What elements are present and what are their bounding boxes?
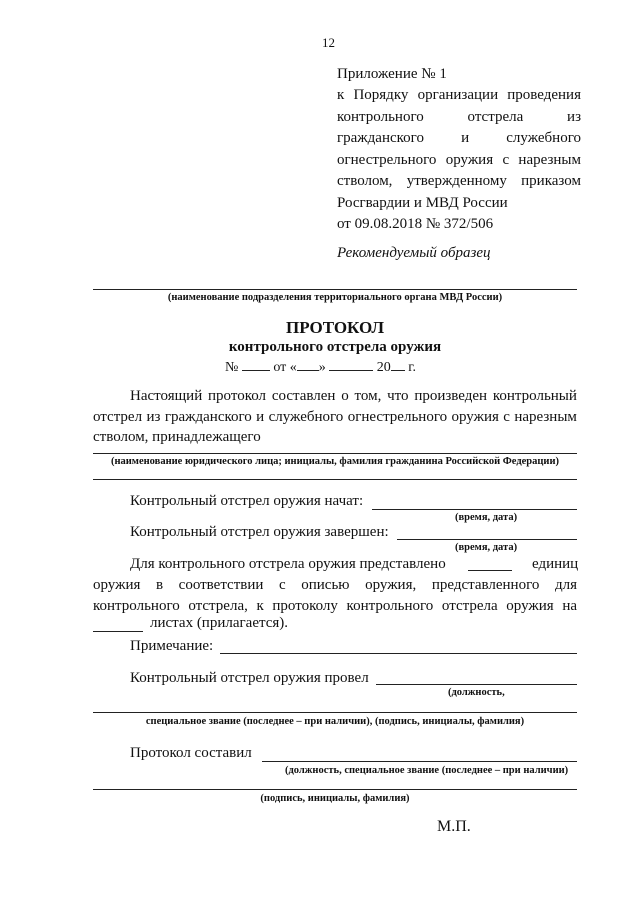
appendix-word: организации bbox=[417, 87, 499, 103]
appendix-line-2 bbox=[337, 107, 581, 129]
compiled-line bbox=[262, 761, 577, 762]
appendix-word: стволом, bbox=[337, 173, 393, 189]
presented-word: с bbox=[279, 577, 286, 593]
conducted-line-2 bbox=[93, 712, 577, 713]
protocol-subtitle: контрольного отстрела оружия bbox=[228, 339, 442, 355]
appendix-word: гражданского bbox=[337, 130, 424, 146]
appendix-word: приказом bbox=[521, 173, 581, 189]
presented-word: оружия bbox=[506, 597, 554, 614]
intro-word: огнестрельного bbox=[347, 408, 448, 425]
page-number: 12 bbox=[322, 35, 335, 50]
appendix-block bbox=[337, 64, 581, 236]
conducted-caption-2: специальное звание (последнее – при наличии), (подпись, инициалы, фамилия) bbox=[145, 716, 525, 727]
number-blank bbox=[242, 356, 270, 371]
compiled-label: Протокол составил bbox=[130, 745, 252, 761]
intro-word: что bbox=[387, 388, 409, 404]
intro-word: составлен bbox=[271, 388, 336, 404]
org-line bbox=[93, 289, 577, 290]
intro-line-3: стволом, принадлежащего bbox=[93, 429, 261, 445]
appendix-line-4 bbox=[337, 150, 581, 172]
appendix-word: Порядку bbox=[353, 87, 409, 103]
quote-close: » bbox=[318, 360, 326, 375]
appendix-line-3 bbox=[337, 128, 581, 150]
intro-word: с bbox=[503, 408, 510, 425]
appendix-word: проведения bbox=[507, 87, 581, 103]
presented-word: отстрела bbox=[441, 597, 498, 614]
owner-line bbox=[93, 453, 577, 454]
presented-word: отстрела, bbox=[188, 597, 248, 614]
year-blank bbox=[391, 356, 405, 371]
started-label: Контрольный отстрел оружия начат: bbox=[130, 493, 364, 509]
intro-word: контрольный bbox=[492, 388, 577, 404]
units-blank bbox=[468, 570, 512, 571]
presented-line-1-left: Для контрольного отстрела оружия представлено bbox=[130, 556, 446, 572]
presented-word: для bbox=[554, 577, 577, 593]
intro-word: служебного bbox=[268, 408, 344, 425]
appendix-word: утвержденному bbox=[406, 173, 507, 189]
intro-word: Настоящий bbox=[130, 388, 203, 404]
presented-word: соответствии bbox=[178, 577, 264, 593]
protocol-title: ПРОТОКОЛ bbox=[285, 318, 384, 337]
intro-word: протокол bbox=[208, 388, 267, 404]
appendix-line-1 bbox=[337, 85, 581, 107]
appendix-word: отстрела bbox=[467, 108, 524, 125]
appendix-word: к bbox=[337, 87, 345, 103]
protocol-number-line bbox=[225, 356, 416, 377]
started-caption: (время, дата) bbox=[455, 512, 518, 523]
year-suffix: г. bbox=[408, 360, 416, 375]
presented-word: оружия bbox=[93, 577, 141, 593]
intro-word: оружия bbox=[451, 408, 499, 425]
sheets-blank bbox=[93, 631, 143, 632]
presented-word: на bbox=[562, 597, 577, 614]
presented-word: контрольного bbox=[93, 597, 180, 614]
presented-word: к bbox=[256, 597, 264, 614]
intro-word: отстрел bbox=[93, 408, 143, 425]
presented-word: представленного bbox=[431, 577, 540, 593]
org-caption: (наименование подразделения территориального органа МВД России) bbox=[167, 292, 503, 303]
presented-word: контрольного bbox=[346, 597, 434, 614]
appendix-word: и bbox=[461, 130, 470, 146]
sample-label: Рекомендуемый образец bbox=[337, 245, 491, 261]
conducted-label: Контрольный отстрел оружия провел bbox=[130, 670, 369, 686]
compiled-caption-2: (подпись, инициалы, фамилия) bbox=[260, 793, 410, 804]
appendix-date: от 09.08.2018 № 372/506 bbox=[337, 216, 494, 232]
appendix-word: из bbox=[567, 108, 581, 125]
intro-word: из bbox=[146, 408, 161, 425]
note-label: Примечание: bbox=[130, 638, 214, 654]
intro-line-1 bbox=[93, 386, 577, 407]
finished-caption: (время, дата) bbox=[455, 542, 518, 553]
intro-word: произведен bbox=[414, 388, 488, 404]
appendix-word: оружия bbox=[445, 151, 494, 168]
presented-line-2 bbox=[93, 575, 577, 596]
appendix-word: с bbox=[502, 151, 510, 168]
finished-line bbox=[397, 539, 577, 540]
intro-word: и bbox=[256, 408, 265, 425]
appendix-title: Приложение № 1 bbox=[337, 66, 447, 82]
compiled-line-2 bbox=[93, 789, 577, 790]
year-label: 20 bbox=[376, 360, 391, 375]
appendix-word: огнестрельного bbox=[337, 151, 437, 168]
number-label: № bbox=[225, 360, 239, 375]
compiled-caption-1: (должность, специальное звание (последнее – при наличии) bbox=[285, 765, 569, 776]
month-blank bbox=[329, 356, 373, 371]
appendix-line-5 bbox=[337, 171, 581, 193]
appendix-lines bbox=[337, 85, 581, 193]
appendix-word: нарезным bbox=[518, 151, 581, 168]
presented-word: протоколу bbox=[272, 597, 338, 614]
presented-paragraph bbox=[93, 575, 577, 616]
presented-line-3 bbox=[93, 596, 577, 617]
owner-line-2 bbox=[93, 479, 577, 480]
presented-word: в bbox=[155, 577, 164, 593]
note-line bbox=[220, 653, 577, 654]
intro-paragraph bbox=[93, 386, 577, 448]
finished-label: Контрольный отстрел оружия завершен: bbox=[130, 524, 389, 540]
date-from-label: от « bbox=[273, 360, 297, 375]
intro-line-2 bbox=[93, 407, 577, 428]
presented-line-1-right: единиц bbox=[532, 556, 579, 572]
intro-word: том, bbox=[354, 388, 382, 404]
conducted-caption-1: (должность, bbox=[448, 687, 505, 698]
owner-caption: (наименование юридического лица; инициалы, фамилия гражданина Российской Федерации) bbox=[110, 456, 560, 467]
appendix-line-6: Росгвардии и МВД России bbox=[337, 194, 508, 211]
presented-word: описью bbox=[301, 577, 350, 593]
conducted-line bbox=[376, 684, 577, 685]
presented-line-4: листах (прилагается). bbox=[150, 615, 289, 631]
started-line bbox=[372, 509, 577, 510]
appendix-word: служебного bbox=[506, 130, 581, 146]
intro-word: гражданского bbox=[164, 408, 252, 425]
seal-label: М.П. bbox=[437, 818, 471, 835]
intro-word: о bbox=[341, 388, 349, 404]
appendix-word: контрольного bbox=[337, 108, 424, 125]
presented-word: оружия, bbox=[365, 577, 417, 593]
day-blank bbox=[297, 356, 319, 371]
intro-word: нарезным bbox=[514, 408, 577, 425]
